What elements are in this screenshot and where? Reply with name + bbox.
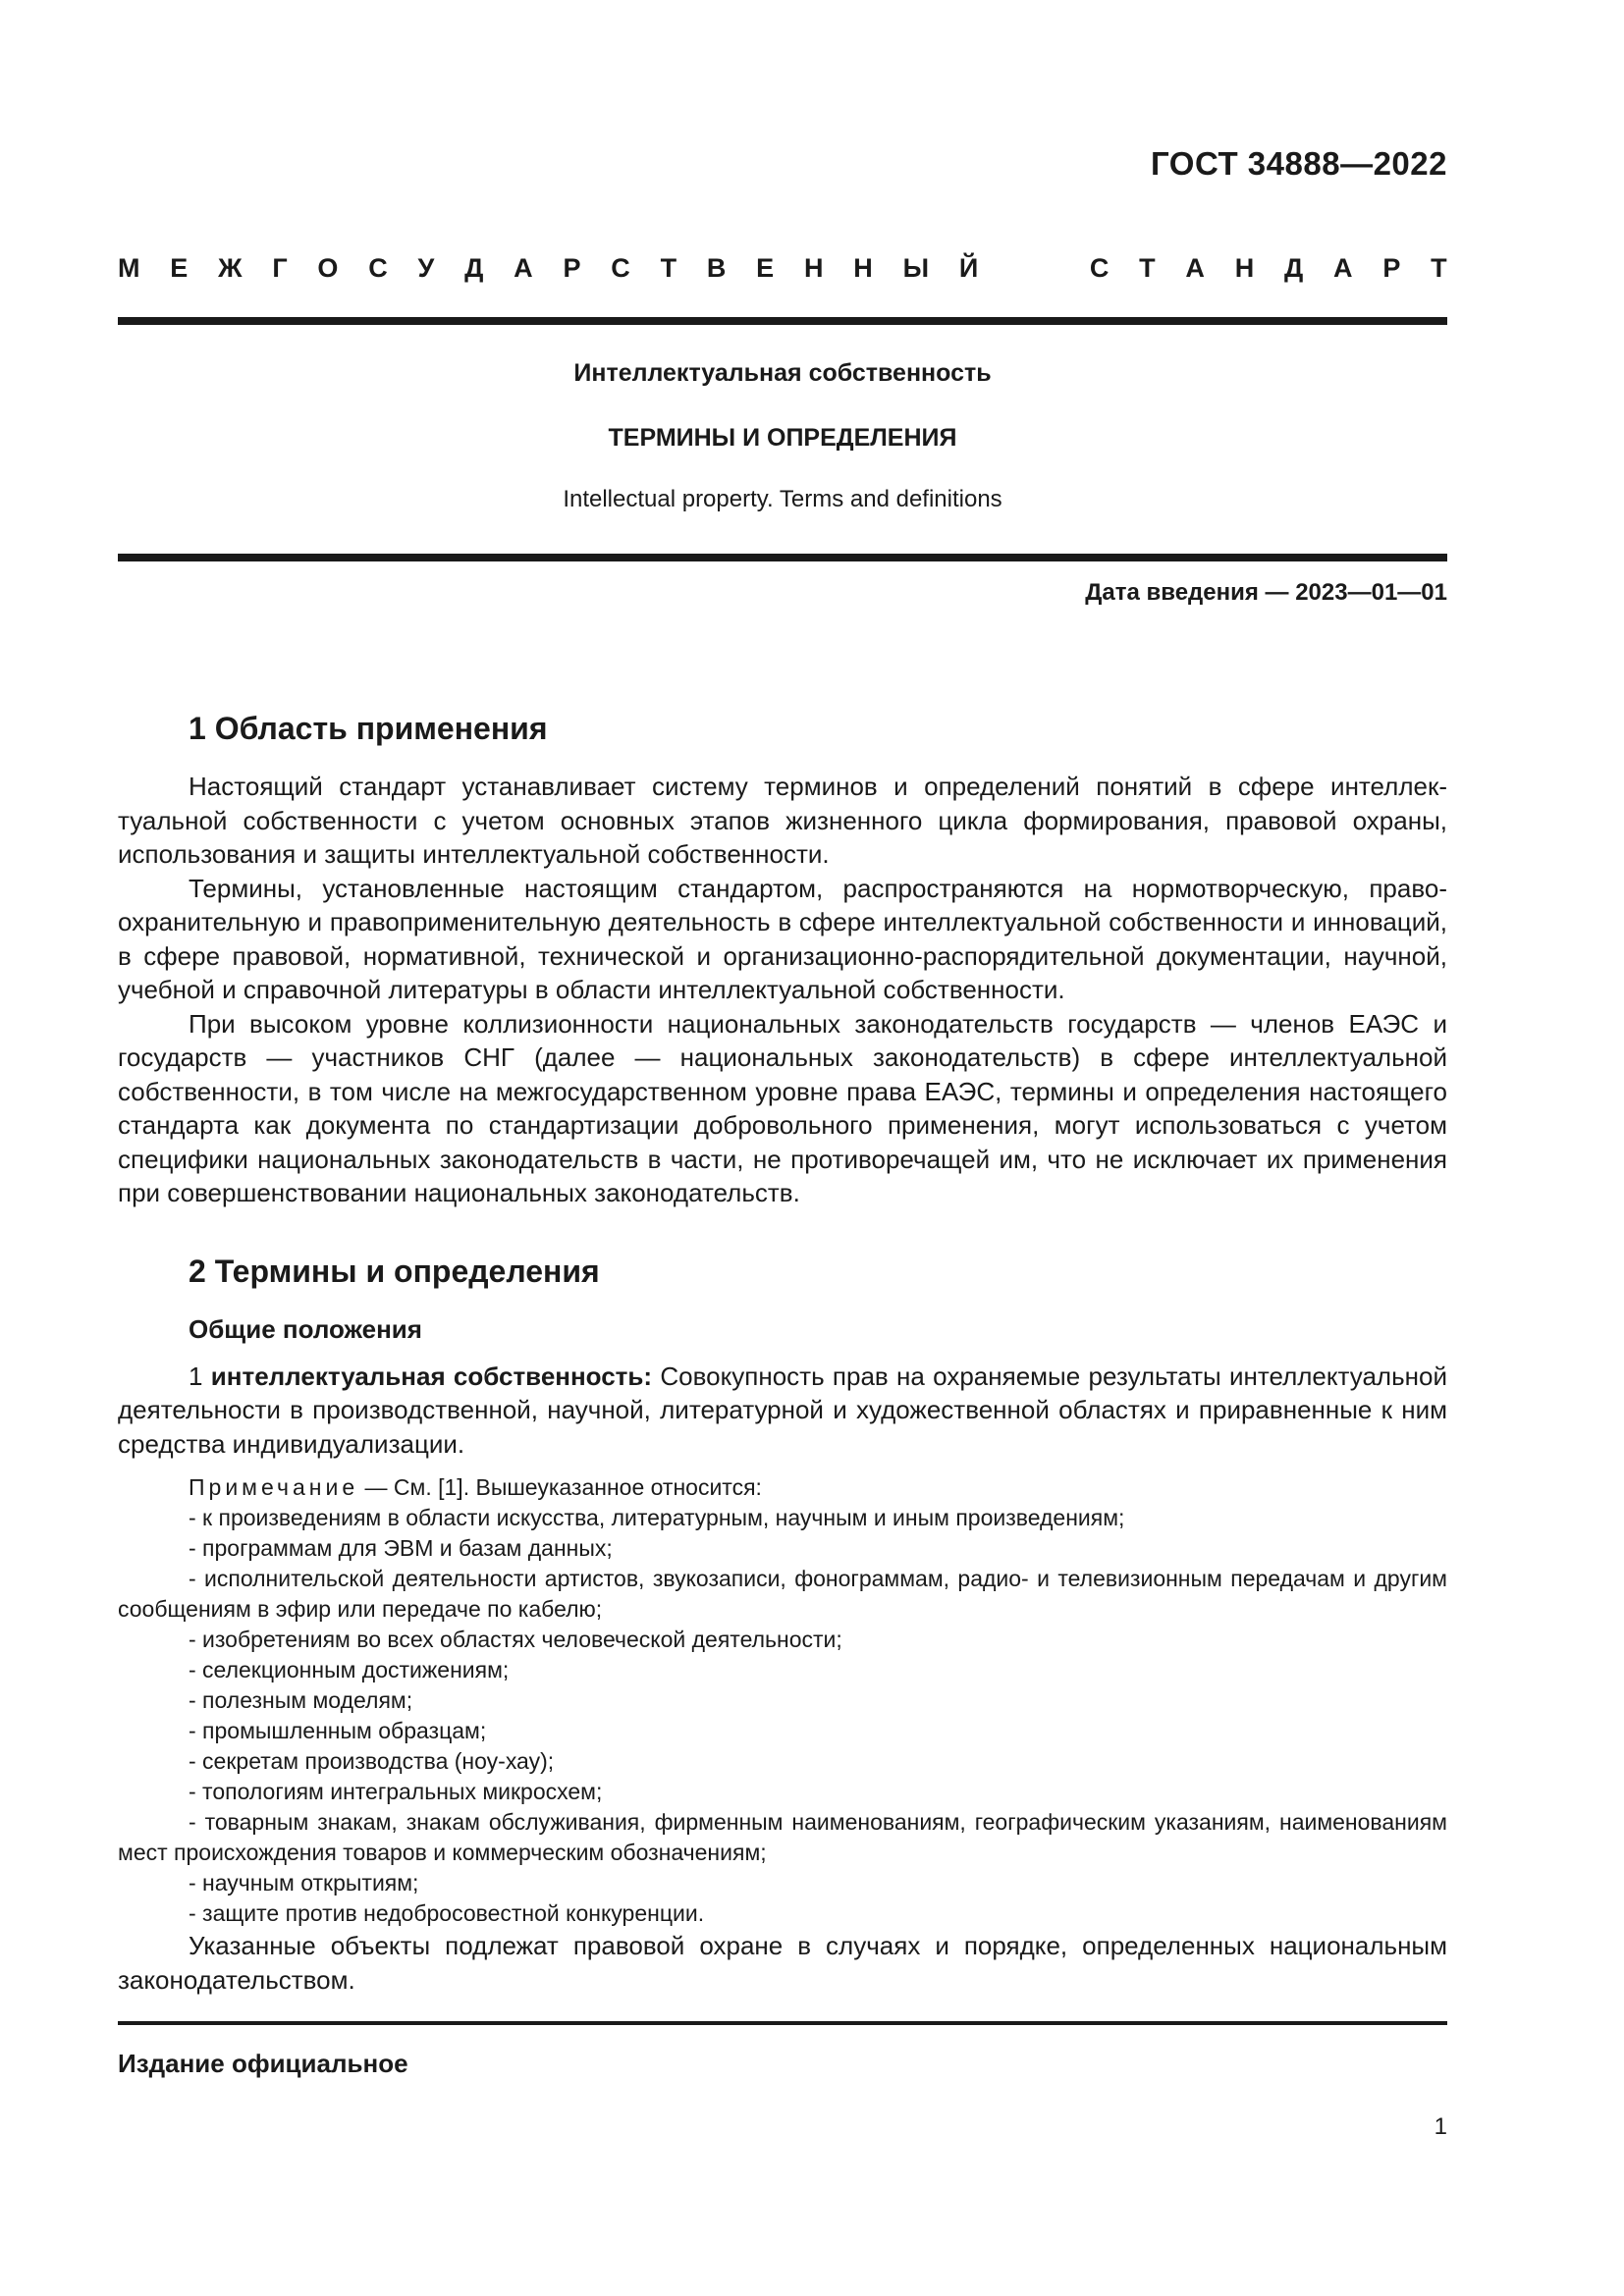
standard-type-letter: С: [611, 253, 630, 283]
section-heading-scope: 1 Область применения: [189, 711, 548, 746]
note-intro: — См. [1]. Вышеуказанное относится:: [358, 1474, 762, 1500]
title-divider: [118, 554, 1447, 561]
note-item: - полезным моделям;: [189, 1687, 413, 1713]
paragraph: При высоком уровне коллизионности национальных законодательств государств — членов ЕАЭС и государств — участников СНГ (далее — национальных законодательств) в сфере интеллектуальной собственности, в том числе на межгосударственном уровне права ЕАЭС, термины и определения настоящего стандарта как документа по стандартизации добровольного применения, могут использоваться с учетом специфики национальных законодательств в части, не противоречащей им, что не исключает их применения при совершенствовании национальных законодательств.: [118, 1008, 1447, 1207]
standard-type-letter: Д: [464, 253, 484, 283]
standard-type-letter: Й: [958, 253, 979, 283]
document-page: [118, 0, 1447, 2296]
standard-type-letter: В: [706, 253, 727, 283]
standard-type-letter: Г: [272, 253, 288, 283]
section-heading-terms: 2 Термины и определения: [189, 1253, 600, 1289]
standard-type-letter: Т: [1431, 253, 1447, 283]
standard-type-letter: М: [118, 253, 140, 283]
footer-divider: [118, 2021, 1447, 2025]
page-number: 1: [1434, 2113, 1447, 2140]
standard-type-letter: С: [368, 253, 388, 283]
standard-type-letter: А: [514, 253, 533, 283]
standard-type-letter: Д: [1284, 253, 1304, 283]
top-divider: [118, 317, 1447, 325]
standard-type-letter: Ж: [218, 253, 243, 283]
standard-type-letter: Ы: [902, 253, 930, 283]
note-item: - секретам производства (ноу-хау);: [189, 1748, 555, 1774]
note-item: - селекционным достижениям;: [189, 1657, 510, 1682]
official-edition-label: Издание официальное: [118, 2049, 408, 2078]
standard-type-letter: О: [317, 253, 339, 283]
standard-type-letter: А: [1185, 253, 1205, 283]
standard-type-letter: Т: [660, 253, 677, 283]
note-item: - промышленным образцам;: [189, 1718, 487, 1743]
standard-type-letter: Н: [803, 253, 824, 283]
document-title-en: Intellectual property. Terms and definitions: [563, 486, 1002, 512]
document-number: ГОСТ 34888—2022: [1151, 145, 1447, 182]
term-note: [118, 1472, 1447, 1929]
document-title-ru: ТЕРМИНЫ И ОПРЕДЕЛЕНИЯ: [608, 424, 957, 452]
standard-type-letter: Е: [170, 253, 189, 283]
standard-type-letter: А: [1333, 253, 1353, 283]
standard-type-letter: Е: [756, 253, 775, 283]
note-item: - исполнительской деятельности артистов, звукозаписи, фонограммам, радио- и телевизионным передачам и другим сообщениям в эфир или передаче по кабелю;: [118, 1566, 1447, 1622]
note-intro-line: [118, 1472, 1447, 1503]
standard-type-heading: [118, 253, 1447, 284]
standard-type-letter: Р: [563, 253, 581, 283]
note-item: - товарным знакам, знакам обслуживания, фирменным наименованиям, географическим указаниям, наименованиям мест происхождения товаров и коммерческим обозначениям;: [118, 1809, 1447, 1865]
introduction-date: Дата введения — 2023—01—01: [1085, 579, 1447, 606]
note-closing-paragraph: Указанные объекты подлежат правовой охране в случаях и порядке, определенных национальным законодательством.: [118, 1931, 1447, 1995]
note-item: - научным открытиям;: [189, 1870, 419, 1896]
standard-type-letter: У: [417, 253, 435, 283]
term-name: интеллектуальная собственность:: [210, 1361, 653, 1391]
subsection-heading: Общие положения: [189, 1313, 422, 1344]
paragraph: Настоящий стандарт устанавливает систему терминов и определений понятий в сфере интеллектуальной собственности с учетом основных этапов жизненного цикла формирования, правовой охраны, использования и защиты интеллектуальной собственности.: [118, 772, 1447, 869]
standard-type-letter: Н: [853, 253, 873, 283]
document-subject: Интеллектуальная собственность: [573, 359, 992, 387]
note-item: - изобретениям во всех областях человеческой деятельности;: [189, 1627, 842, 1652]
term-definition: Совокупность прав на охраняемые результаты интеллектуальной деятельности в производственной, научной, литературной и художественной областях и приравненные к ним средства индивидуализации.: [118, 1361, 1447, 1459]
term-number: 1: [189, 1361, 203, 1391]
note-label: Примечание: [189, 1474, 359, 1500]
note-item: - топологиям интегральных микросхем;: [189, 1779, 603, 1804]
standard-type-letter: С: [1089, 253, 1110, 283]
standard-type-letter: Т: [1139, 253, 1156, 283]
document-body: [118, 709, 1447, 1997]
standard-type-letter: Н: [1234, 253, 1255, 283]
note-item: - защите против недобросовестной конкуренции.: [189, 1900, 705, 1926]
word-gap: [1008, 253, 1059, 284]
paragraph: Термины, установленные настоящим стандартом, распространяются на нормотворческую, правоохранительную и правоприменительную деятельность в сфере интеллектуальной собственности и инноваций, в сфере правовой, нормативной, технической и организационно-распорядительной документации, научной, учебной и справочной литературы в области интеллектуальной собственности.: [118, 873, 1447, 1004]
note-item: - к произведениям в области искусства, литературным, научным и иным произведениям;: [189, 1505, 1125, 1530]
standard-type-letter: Р: [1382, 253, 1401, 283]
note-item: - программам для ЭВМ и базам данных;: [189, 1535, 613, 1561]
term-entry: [118, 1360, 1447, 1462]
